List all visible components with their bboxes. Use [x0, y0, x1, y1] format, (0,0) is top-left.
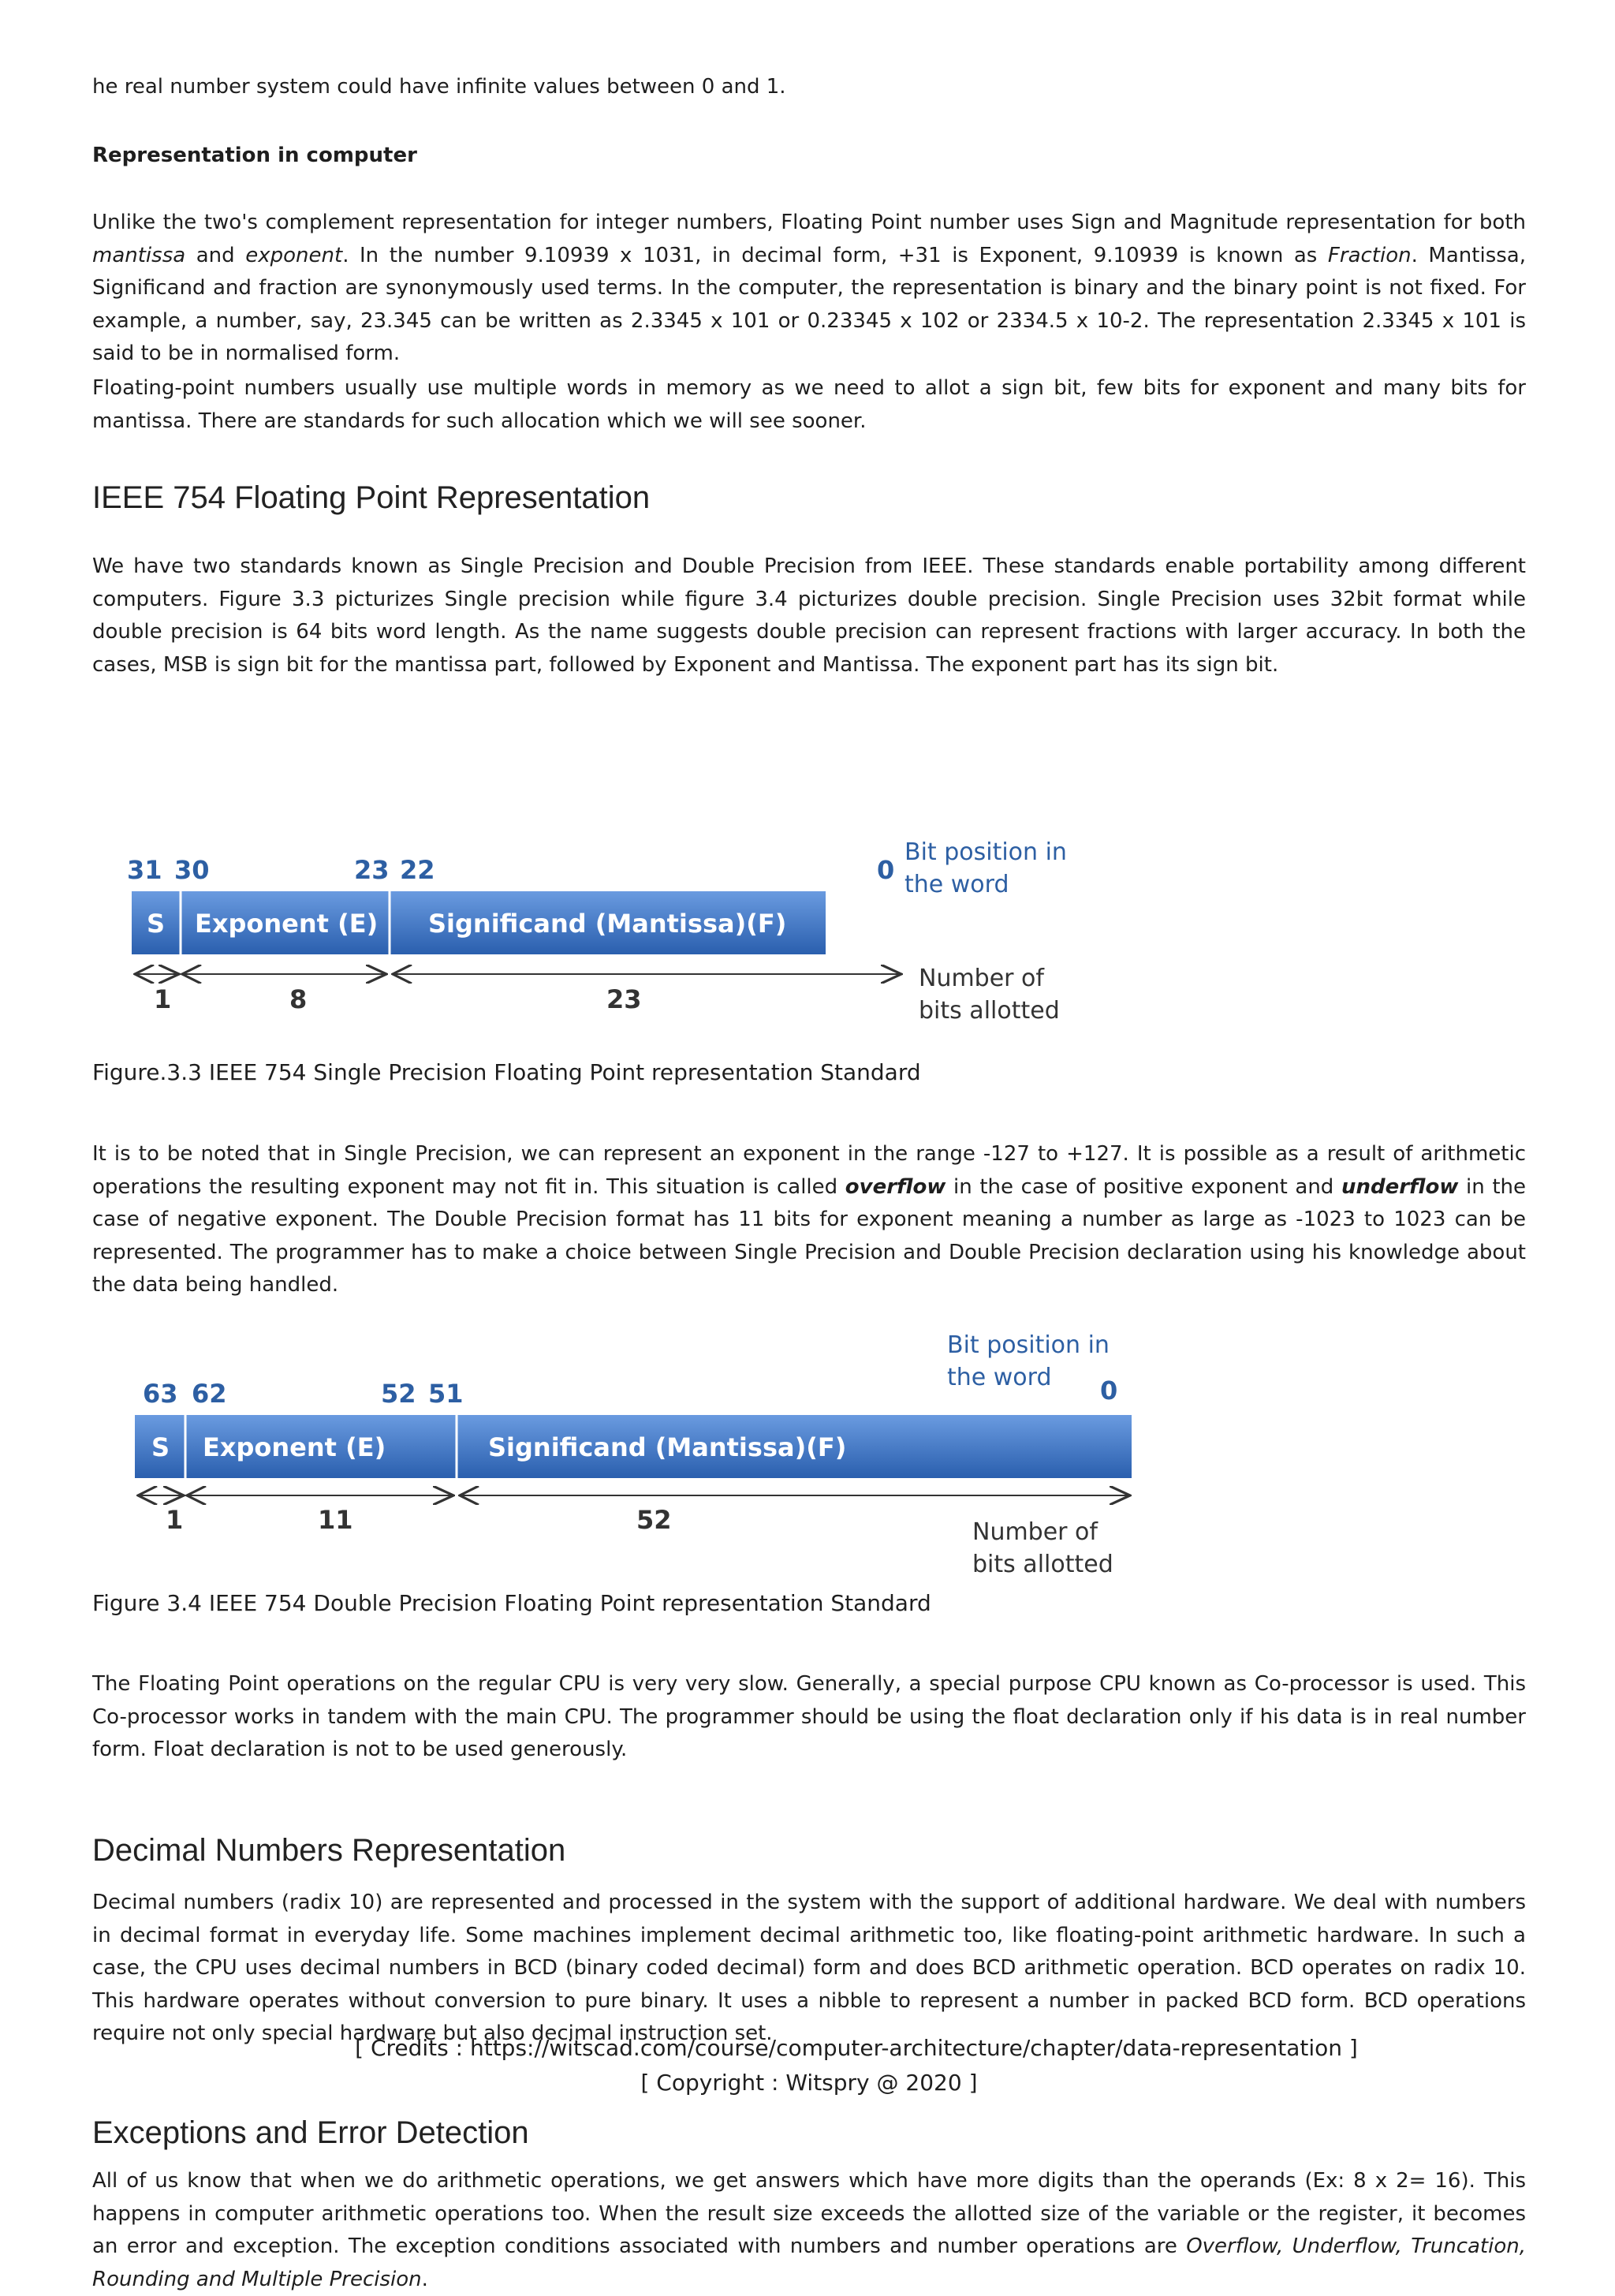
- bit-number: 31: [127, 855, 162, 885]
- figure-3-3-caption: Figure.3.3 IEEE 754 Single Precision Floating Point representation Standard: [92, 1059, 921, 1085]
- heading-ieee-754: IEEE 754 Floating Point Representation: [92, 480, 651, 515]
- bit-width: 1: [166, 1505, 184, 1535]
- subheading-representation-in-computer: Representation in computer: [92, 144, 417, 167]
- paragraph-multiple-words: Floating-point numbers usually use multiple words in memory as we need to allot a sign bit, few bits for exponent and many bits for mantissa. There are standards for such allocation which we will see sooner.: [92, 376, 1526, 433]
- bit-number: 51: [428, 1379, 464, 1409]
- bit-width: 52: [636, 1505, 672, 1535]
- bit-width: 8: [289, 984, 308, 1014]
- paragraph-coprocessor: The Floating Point operations on the regular CPU is very very slow. Generally, a special purpose CPU known as Co-processor is used. This Co-processor works in tandem with the main CPU. The programmer should be using the float declaration only if his data is in real number form. Float declaration is not to be used generously.: [92, 1672, 1526, 1762]
- bit-number: 0: [877, 855, 895, 885]
- bit-number: 63: [143, 1379, 178, 1409]
- paragraph-exceptions: All of us know that when we do arithmetic operations, we get answers which have more digits than the operands (Ex: 8 x 2= 16). This happens in computer arithmetic operations too. When the result size exceeds the allotted size of the variable or the register, it becomes an error and exception. The exception conditions associated with numbers and number operations are Overflow, Underflow, Truncation, Rounding and Multiple Precision.: [92, 2169, 1527, 2291]
- field-sign: S: [151, 1432, 170, 1462]
- heading-decimal-numbers: Decimal Numbers Representation: [92, 1833, 566, 1868]
- bit-number: 23: [354, 855, 390, 885]
- bit-width: 1: [154, 984, 172, 1014]
- copyright-line: [ Copyright : Witspry @ 2020 ]: [640, 2070, 978, 2096]
- bit-number: 0: [1100, 1376, 1118, 1406]
- field-exponent: Exponent (E): [195, 909, 379, 939]
- field-exponent: Exponent (E): [203, 1432, 386, 1462]
- field-significand: Significand (Mantissa)(F): [488, 1432, 847, 1462]
- bit-number: 22: [400, 855, 435, 885]
- heading-exceptions: Exceptions and Error Detection: [92, 2115, 529, 2150]
- field-sign: S: [147, 909, 166, 939]
- bits-allotted-label: Number of: [919, 965, 1044, 992]
- bit-width: 23: [606, 984, 642, 1014]
- bit-position-label: the word: [947, 1364, 1052, 1391]
- bit-number: 62: [192, 1379, 227, 1409]
- bits-allotted-label: bits allotted: [919, 997, 1060, 1025]
- paragraph-overflow: It is to be noted that in Single Precision, we can represent an exponent in the range -127 to +127. It is possible as a result of arithmetic operations the resulting exponent may not fit in. This situation is called overflow in the case of positive exponent and underflow in the case of negative exponent. The Double Precision format has 11 bits for exponent meaning a number as large as -1023 to 1023 can be represented. The programmer has to make a choice between Single Precision and Double Precision declaration using his knowledge about the data being handled.: [92, 1142, 1526, 1297]
- intro-continuation: he real number system could have infinite values between 0 and 1.: [92, 75, 786, 99]
- double-precision-diagram: [124, 1317, 1212, 1589]
- bit-number: 52: [381, 1379, 416, 1409]
- bit-position-label: Bit position in: [904, 838, 1067, 866]
- bits-allotted-label: Number of: [972, 1518, 1098, 1546]
- bit-position-label: Bit position in: [947, 1331, 1110, 1359]
- bit-position-label: the word: [904, 871, 1009, 898]
- single-precision-diagram: [124, 757, 1070, 1049]
- field-significand: Significand (Mantissa)(F): [428, 909, 787, 939]
- credits-line: [ Credits : https://witscad.com/course/computer-architecture/chapter/data-representation ]: [355, 2035, 1358, 2061]
- figure-3-4-caption: Figure 3.4 IEEE 754 Double Precision Floating Point representation Standard: [92, 1590, 931, 1616]
- paragraph-ieee: We have two standards known as Single Precision and Double Precision from IEEE. These standards enable portability among different computers. Figure 3.3 picturizes Single precision while figure 3.4 picturizes double precision. Single Precision uses 32bit format while double precision is 64 bits word length. As the name suggests double precision can represent fractions with larger accuracy. In both the cases, MSB is sign bit for the mantissa part, followed by Exponent and Mantissa. The exponent part has its sign bit.: [92, 554, 1526, 677]
- bit-width: 11: [318, 1505, 353, 1535]
- paragraph-representation: Unlike the two's complement representation for integer numbers, Floating Point number uses Sign and Magnitude representation for both mantissa and exponent. In the number 9.10939 x 1031, in decimal form, +31 is Exponent, 9.10939 is known as Fraction. Mantissa, Significand and fraction are synonymously used terms. In the computer, the representation is binary and the binary point is not fixed. For example, a number, say, 23.345 can be written as 2.3345 x 101 or 0.23345 x 102 or 2334.5 x 10-2. The representation 2.3345 x 101 is said to be in normalised form.: [92, 211, 1526, 366]
- paragraph-decimal: Decimal numbers (radix 10) are represented and processed in the system with the support of additional hardware. We deal with numbers in decimal format in everyday life. Some machines implement decimal arithmetic too, like floating-point arithmetic hardware. In such a case, the CPU uses decimal numbers in BCD (binary coded decimal) form and does BCD arithmetic operation. BCD operates on radix 10. This hardware operates without conversion to pure binary. It uses a nibble to represent a number in packed BCD form. BCD operations require not only special hardware but also decimal instruction set.: [92, 1891, 1526, 2046]
- bit-number: 30: [174, 855, 210, 885]
- bits-allotted-label: bits allotted: [972, 1551, 1113, 1578]
